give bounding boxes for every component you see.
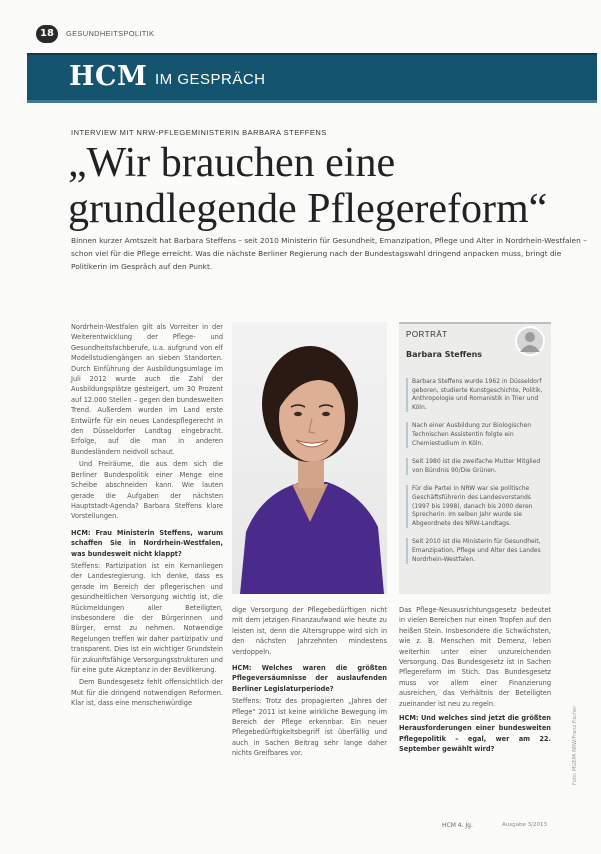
bio-list bbox=[406, 378, 547, 574]
interview-answer: Steffens: Partizipation ist ein Kernanliegen der Landesregierung. Ich denke, dass es gerade im Bereich der pflegerischen und gesundheitlichen Versorgung wichtig ist, die Rückmeldungen aller Beteiligten, insbesondere die der Bürgerinnen und Bürger, ernst zu nehmen. Notwendige Regelungen treffen wir daher partizipativ und transparent. Dies ist ein wichtiger Grundstein für zukunftsfähige Versorgungsstrukturen und für eine gute Akzeptanz in der Bevölkerung. bbox=[71, 561, 223, 674]
person-icon-graphic bbox=[517, 328, 543, 354]
brand-subtitle: IM GESPRÄCH bbox=[155, 71, 266, 88]
bio-item: Seit 2010 ist die Ministerin für Gesundheit, Emanzipation, Pflege und Alter des Landes Nordrhein-Westfalen. bbox=[406, 538, 547, 564]
article-headline bbox=[68, 140, 588, 232]
paragraph: dige Versorgung der Pflegebedürftigen nicht mit dem jetzigen Finanzaufwand wie heute zu leisten ist, denn die Altersgruppe wird sich in den nächsten Jahrzehnten mindestens verdoppeln. bbox=[232, 606, 387, 656]
paragraph: Dem Bundesgesetz fehlt offensichtlich der Mut für die dringend notwendigen Reformen. Klar ist, dass eine menschenwürdige bbox=[71, 678, 223, 708]
interview-question: HCM: Frau Ministerin Steffens, warum schaffen Sie in Nordrhein-Westfalen, was bundesweit nicht klappt? bbox=[71, 528, 223, 558]
section-label: GESUNDHEITSPOLITIK bbox=[66, 29, 155, 38]
text-column-1 bbox=[71, 322, 223, 711]
text-column-2 bbox=[232, 605, 387, 761]
box-name: Barbara Steffens bbox=[406, 350, 483, 359]
brand-logo: HCM bbox=[69, 61, 148, 92]
interview-answer: Steffens: Trotz des propagierten „Jahres der Pflege“ 2011 ist keine wirkliche Bewegung im Bereich der Pflege erkennbar. Ein neuer Pflegebedürftigkeitsbegriff ist überfällig und auch in Sachen Beitrag sehr lange daher nichts Greifbares vor. bbox=[232, 697, 387, 758]
footer-issue: HCM 4. Jg. bbox=[442, 822, 473, 829]
paragraph: Nordrhein-Westfalen gilt als Vorreiter in der Weiterentwicklung der Pflege- und Gesundheitsfachberufe, u.a. aufgrund von elf Modellstudiengängen an sieben Standorten. Durch Einführung der Ausbildungsumlage im Juli 2012 wurde auch die Zahl der Ausbildungsplätze gesteigert, um 30 Prozent auf 12.000 Stellen – gegen den bundesweiten Trend. Außerdem wurden im Land erste Entwürfe für ein neues Landespflegerecht in den Düsseldorfer Landtag eingebracht. Erfolge, auf die man in anderen Bundesländern neidvoll schaut. bbox=[71, 323, 223, 456]
headline-line-1: „Wir brauchen eine bbox=[68, 140, 396, 186]
portrait-illustration bbox=[232, 322, 387, 594]
text-column-3 bbox=[399, 605, 551, 757]
person-icon bbox=[515, 326, 545, 356]
hcm-banner bbox=[27, 53, 597, 103]
bio-item: Nach einer Ausbildung zur Biologischen Technischen Assistentin folgte ein Chemiestudium in Köln. bbox=[406, 422, 547, 448]
bio-item: Seit 1980 ist die zweifache Mutter Mitglied von Bündnis 90/Die Grünen. bbox=[406, 458, 547, 475]
photo-credit: Foto: MGEPA NRW/Franz Fischer bbox=[572, 705, 578, 785]
portrait-info-box bbox=[399, 322, 551, 594]
article-lead: Binnen kurzer Amtszeit hat Barbara Steffens – seit 2010 Ministerin für Gesundheit, Emanzipation, Pflege und Alter in Nordrhein-Westfalen – schon viel für die Pflege erreicht. Was die nächste Berliner Regierung nach der Bundestagswahl dringend anpacken muss, bringt die Politikerin im Gespräch auf den Punkt. bbox=[71, 236, 587, 271]
interview-question: HCM: Welches waren die größten Pflegeversäumnisse der auslaufenden Berliner Legislaturperiode? bbox=[232, 664, 387, 693]
bio-item: Barbara Steffens wurde 1962 in Düsseldorf geboren, studierte Kunstgeschichte, Politik, Anthropologie und Romanistik in Trier und Köln. bbox=[406, 378, 547, 412]
page-number: 18 bbox=[36, 25, 58, 43]
interview-question: HCM: Und welches sind jetzt die größten Herausforderungen einer bundesweiten Pflegepolitik – egal, wer am 22. September gewählt wird? bbox=[399, 714, 551, 754]
portrait-photo bbox=[232, 322, 387, 594]
bio-item: Für die Partei in NRW war sie politische Geschäftsführerin des Landesvorstands (1997 bis 1998), danach bis 2000 deren Sprecherin. Im selben Jahr wurde sie Abgeordnete des NRW-Landtags. bbox=[406, 485, 547, 528]
box-title: PORTRÄT bbox=[406, 330, 448, 339]
paragraph: Und Freiräume, die aus dem sich die Berliner Bundespolitik einer Menge eine Scheibe abschneiden kann. Wie lauten gerade die Aufgaben der nächsten Hauptstadt-Agenda? Barbara Steffens klare Vorstellungen. bbox=[71, 460, 223, 521]
paragraph: Das Pflege-Neuausrichtungsgesetz bedeutet in vielen Bereichen nur einen Tropfen auf den heißen Stein. Insbesondere die Schwächsten, wie z. B. Menschen mit Demenz, leben weiterhin unter einer unzureichenden Versorgung. Das Bundesgesetz ist in Sachen Pflegereform im Stich. Das Bundesgesetz muss vor allem einer Finanzierung ausreichen, das Verhältnis der Beteiligten zueinander ist neu zu regeln. bbox=[399, 606, 551, 708]
footer-edition: Ausgabe 3/2013 bbox=[502, 822, 547, 828]
headline-line-2: grundlegende Pflegereform“ bbox=[68, 186, 548, 232]
article-kicker: INTERVIEW MIT NRW-PFLEGEMINISTERIN BARBARA STEFFENS bbox=[71, 128, 327, 137]
